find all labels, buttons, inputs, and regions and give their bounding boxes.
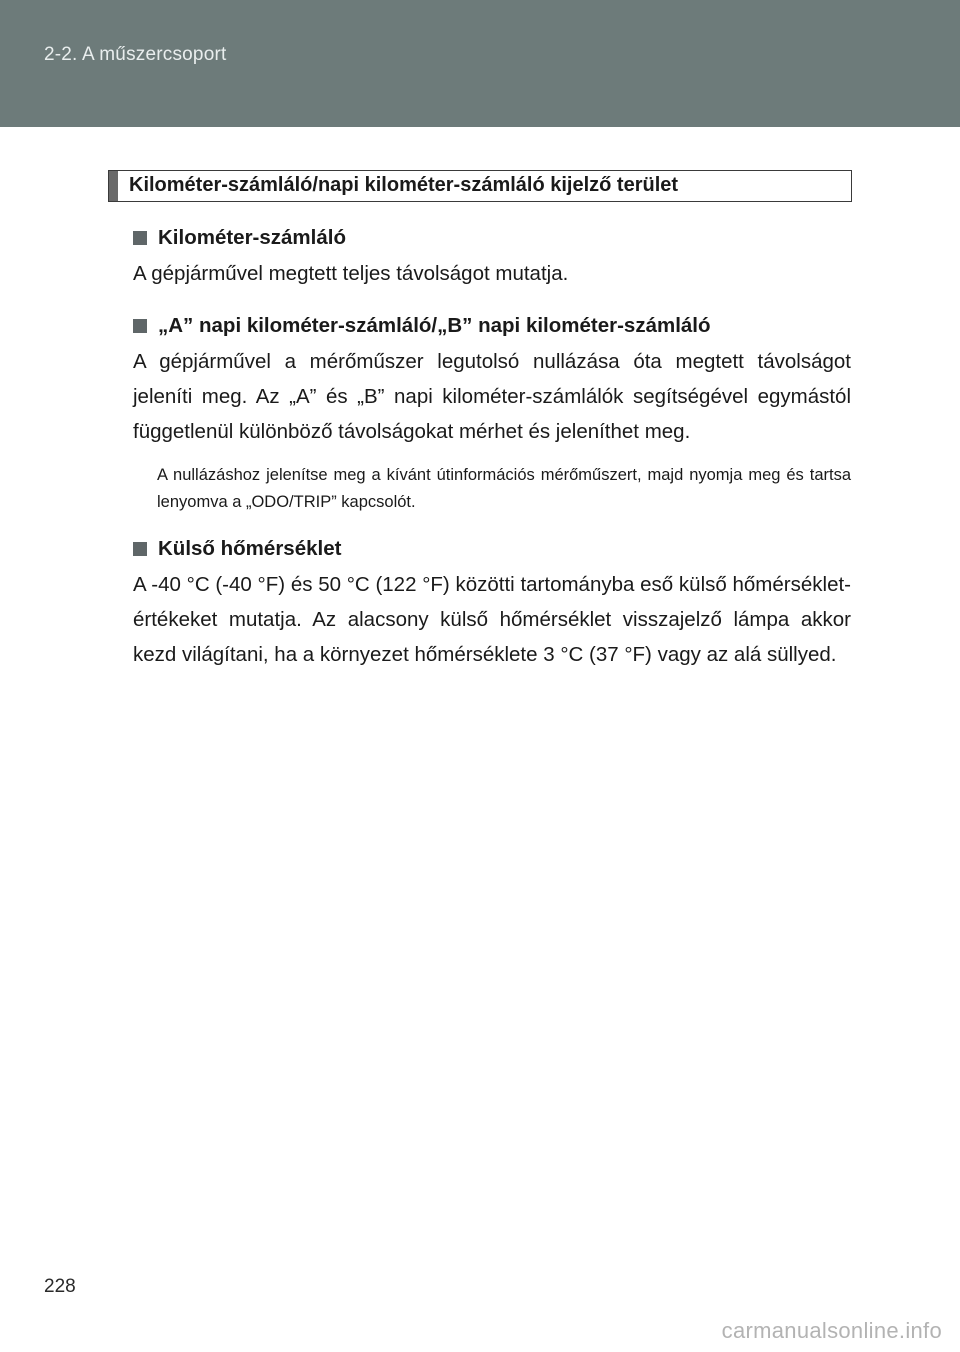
page-number: 228 [44,1276,76,1297]
main-content [133,220,851,672]
square-bullet-icon [133,319,147,333]
item-heading-text: „A” napi kilométer-számláló/„B” napi kilométer-számláló [158,314,711,337]
item-heading-text: Kilométer-számláló [158,226,346,249]
item-heading-text: Külső hőmérséklet [158,537,342,560]
section-title-box [108,170,852,202]
item-heading [133,308,851,344]
square-bullet-icon [133,542,147,556]
watermark: carmanualsonline.info [721,1318,942,1343]
item-note: A nullázáshoz jelenítse meg a kívánt útinformációs mérőműszert, majd nyomja meg és tartsa lenyomva a „ODO/TRIP” kapcsolót. [157,466,851,511]
header-band [0,0,960,127]
item-trip-meters [133,308,851,516]
item-text: A gépjárművel megtett teljes távolságot mutatja. [133,262,569,285]
item-text: A gépjárművel a mérőműszer legutolsó nullázása óta megtett távolságot jeleníti meg. Az „A” és „B” napi kilométer-számlálók segítségével egymástól függetlenül különböző távolságokat mérhet és jeleníthet meg. [133,350,851,443]
item-odometer [133,220,851,291]
item-heading [133,220,851,256]
item-outside-temperature [133,531,851,672]
square-bullet-icon [133,231,147,245]
item-text: A -40 °C (-40 °F) és 50 °C (122 °F) közötti tartományba eső külső hőmérséklet-értékeket mutatja. Az alacsony külső hőmérséklet visszajelző lámpa akkor kezd világítani, ha a környezet hőmérséklete 3 °C (37 °F) vagy az alá süllyed. [133,573,851,666]
section-title-accent-bar [109,171,118,201]
item-heading [133,531,851,567]
section-path: 2-2. A műszercsoport [44,44,227,65]
section-title: Kilométer-számláló/napi kilométer-számláló kijelző terület [129,174,679,196]
